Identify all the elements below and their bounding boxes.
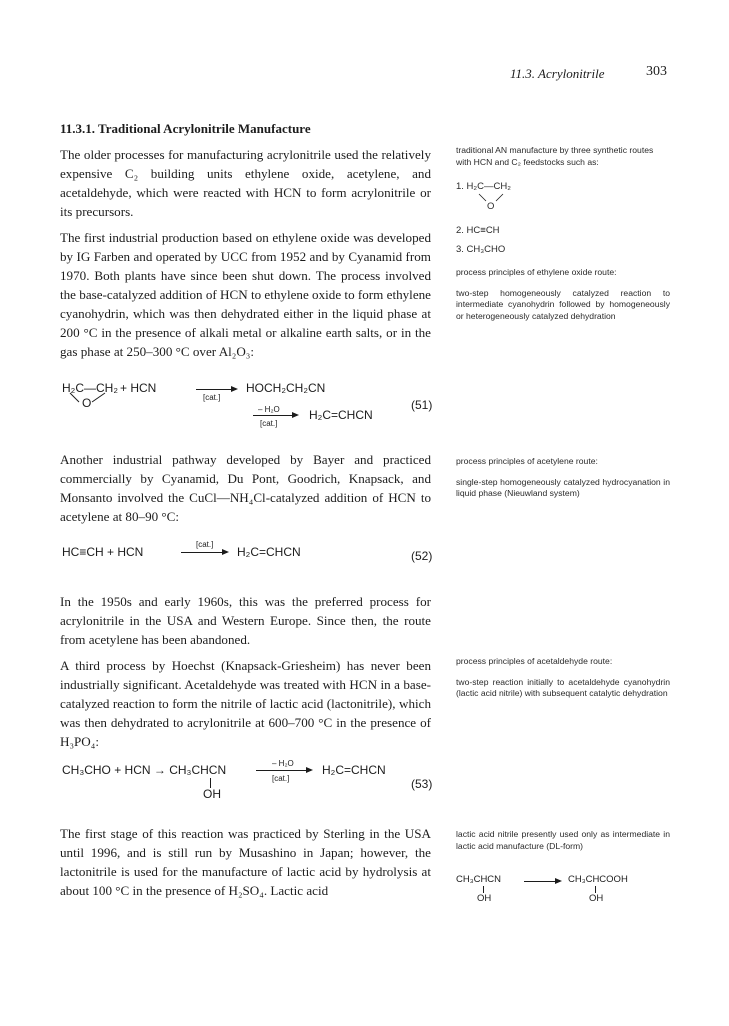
reaction-arrow-icon [196, 389, 236, 390]
margin-note-3 [456, 456, 670, 500]
eq53-hydroxyl: OH [203, 787, 221, 801]
feedstock-acetaldehyde: 3. CH₃CHO [456, 244, 506, 255]
margin-note-2-title: process principles of ethylene oxide route: [456, 267, 617, 277]
margin-note-3-body: single-step homogeneously catalyzed hydrocyanation in liquid phase (Nieuwland system) [456, 476, 670, 498]
paragraph-1: The older processes for manufacturing acrylonitrile used the relatively expensive C₂ building units ethylene oxide, acetylene, and acetaldehyde, which were reacted with HCN to form acrylonitrile or its precursors. [60, 147, 431, 219]
eq51-reactant: H₂C—CH₂ [62, 381, 118, 395]
eq53-reactants: CH₃CHO + HCN → CH₃CHCN [62, 763, 227, 777]
eq53-minus-water: – H₂O [272, 759, 294, 768]
equation-number-53: (53) [411, 777, 433, 791]
margin-note-4-title: process principles of acetaldehyde route: [456, 656, 613, 666]
scheme-hydroxyl-right: OH [589, 893, 604, 904]
reaction-arrow-icon [256, 770, 311, 771]
body-block-2 [60, 450, 431, 526]
paragraph-6: The first stage of this reaction was practiced by Sterling in the USA until 1996, and is still run by Musashino in Japan; however, the lactonitrile is used for the manufacture of lactic acid by hydrolysis at about 100 °C in the presence of H₂SO₄. Lactic acid [60, 826, 431, 898]
margin-note-5-text: lactic acid nitrile presently used only as intermediate in lactic acid manufacture (DL-form) [456, 829, 670, 851]
margin-note-1-text: traditional AN manufacture by three synthetic routes with HCN and C₂ feedstocks such as: [456, 145, 654, 167]
eq51-minus-water: – H₂O [258, 405, 280, 414]
eq51-plus-hcn: + HCN [120, 381, 157, 395]
eq51-catalyst-2: [cat.] [260, 419, 278, 428]
body-block-4 [60, 824, 431, 900]
eq51-intermediate: HOCH₂CH₂CN [246, 381, 326, 395]
reaction-arrow-icon [181, 552, 227, 553]
paragraph-3: Another industrial pathway developed by Bayer and practiced commercially by Cyanamid, Du Pont, Goodrich, Knapsack, and Monsanto involved the CuCl—NH₄Cl-catalyzed addition of HCN to acetylene at 80–90 °C: [60, 452, 431, 524]
body-block-1 [60, 145, 431, 361]
feedstock-ethylene-oxide: 1. H₂C—CH₂ [456, 181, 511, 192]
bond-line-icon [595, 886, 596, 893]
margin-note-1 [456, 145, 670, 168]
eq51-product: H₂C=CHCN [309, 408, 373, 422]
eq52-product: H₂C=CHCN [237, 545, 301, 559]
reaction-arrow-icon [253, 415, 297, 416]
reaction-arrow-icon [524, 881, 560, 882]
eq53-catalyst: [cat.] [272, 774, 290, 783]
eq52-catalyst: [cat.] [196, 540, 214, 549]
margin-note-4-body: two-step reaction initially to acetaldehyde cyanohydrin (lactic acid nitrile) with subsequent catalytic dehydration [456, 676, 670, 698]
eq51-catalyst-1: [cat.] [203, 393, 221, 402]
body-block-3 [60, 592, 431, 751]
margin-note-2 [456, 267, 670, 322]
equation-number-51: (51) [411, 398, 433, 412]
equation-number-52: (52) [411, 549, 433, 563]
margin-note-4 [456, 656, 670, 700]
eq53-product: H₂C=CHCN [322, 763, 386, 777]
eq52-reactants: HC≡CH + HCN [62, 545, 144, 559]
margin-note-3-title: process principles of acetylene route: [456, 456, 598, 466]
feedstock-list [456, 181, 670, 193]
scheme-lactic-acid: CH₃CHCOOH [568, 874, 628, 885]
running-header-section: 11.3. Acrylonitrile [510, 66, 605, 81]
paragraph-2: The first industrial production based on ethylene oxide was developed by IG Farben and operated by UCC from 1952 and by Cyanamid from 1970. Both plants have since been shut down. The process involved the base-catalyzed addition of HCN to ethylene oxide to form ethylene cyanohydrin, which was then dehydrated either in the liquid phase at 200 °C in the presence of alkali metal or alkaline earth salts, or in the gas phase at 250–300 °C over Al₂O₃: [60, 230, 431, 359]
scheme-lactonitrile: CH₃CHCN [456, 874, 502, 885]
eq51-oxygen: O [82, 396, 92, 410]
paragraph-4: In the 1950s and early 1960s, this was the preferred process for acrylonitrile in the USA and Western Europe. Since then, the route from acetylene has been abandoned. [60, 594, 431, 647]
feedstock-acetylene: 2. HC≡CH [456, 225, 500, 236]
feedstock-oxygen: O [487, 201, 495, 212]
paragraph-5: A third process by Hoechst (Knapsack-Griesheim) has never been industrially significant. Acetaldehyde was treated with HCN in a base-catalyzed reaction to form the nitrile of lactic acid (lactonitrile), which was then dehydrated to acrylonitrile at 600–700 °C in the presence of H₃PO₄: [60, 658, 431, 749]
bond-line-icon [483, 886, 484, 893]
page-number: 303 [646, 64, 667, 79]
margin-note-5 [456, 829, 670, 852]
section-heading: 11.3.1. Traditional Acrylonitrile Manufacture [60, 121, 311, 136]
margin-note-2-body: two-step homogeneously catalyzed reaction to intermediate cyanohydrin followed by homogeneously or heterogeneously catalyzed dehydration [456, 287, 670, 321]
scheme-hydroxyl-left: OH [477, 893, 492, 904]
